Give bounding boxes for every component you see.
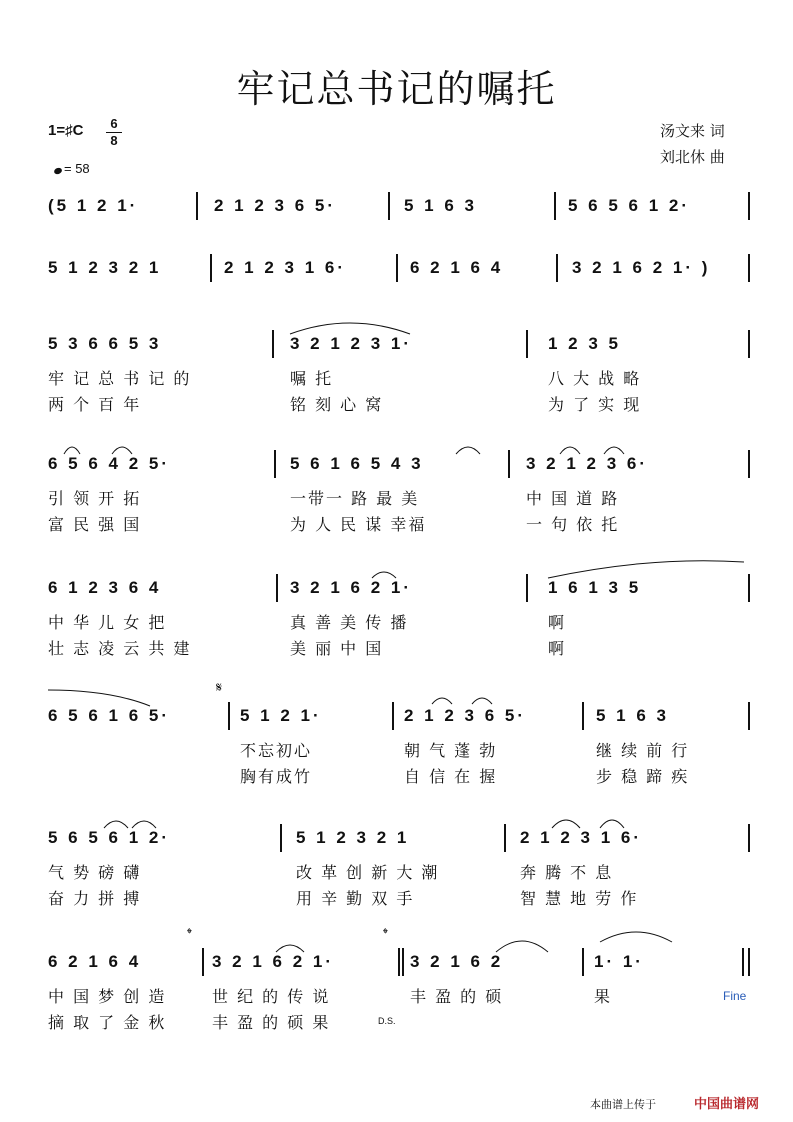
- lyric-verse-2: 奋 力 拼 搏: [48, 889, 142, 908]
- lyric-verse-2: 丰 盈 的 硕 果: [212, 1013, 331, 1032]
- measure-notes: 1 6 1 3 5: [548, 578, 642, 597]
- lyric-verse-2: 智 慧 地 劳 作: [520, 889, 639, 908]
- barline: [392, 702, 394, 730]
- lyric-verse-1: 牢 记 总 书 记 的: [48, 369, 192, 388]
- lyric-verse-1: 引 领 开 拓: [48, 489, 142, 508]
- slur: [132, 821, 156, 828]
- lyric-verse-2: 用 辛 勤 双 手: [296, 889, 415, 908]
- lyric-verse-1: 中 国 道 路: [526, 489, 620, 508]
- coda-icon-second: 𝄌: [383, 926, 388, 942]
- barline: [748, 948, 750, 976]
- lyric-verse-2: 胸有成竹: [240, 767, 313, 786]
- measure-notes: 5 6 5 6 1 2·: [48, 828, 171, 847]
- slur: [48, 690, 150, 706]
- barline: [274, 450, 276, 478]
- barline: [388, 192, 390, 220]
- slur: [432, 698, 452, 704]
- site-logo: 中国曲谱网: [694, 1097, 760, 1112]
- measure-notes: 6 2 1 6 4: [48, 952, 142, 971]
- measure-notes: 3 2 1 6 2: [410, 952, 504, 971]
- lyric-verse-1: 改 革 创 新 大 潮: [296, 863, 440, 882]
- lyric-verse-1: 真 善 美 传 播: [290, 613, 409, 632]
- barline: [202, 948, 204, 976]
- slur: [496, 941, 548, 952]
- ds-marking: D.S.: [378, 1016, 396, 1026]
- footer-text: 本曲谱上传于: [590, 1098, 656, 1111]
- measure-notes: 6 5 6 4 2 5·: [48, 454, 171, 473]
- barline: [748, 824, 750, 852]
- lyric-verse-1: 奔 腾 不 息: [520, 863, 614, 882]
- slur: [600, 820, 624, 828]
- quarter-note-icon: [53, 167, 63, 175]
- slur: [276, 945, 304, 952]
- barline: [280, 824, 282, 852]
- measure-notes: 5 6 5 6 1 2·: [568, 196, 691, 215]
- lyric-verse-1: 世 纪 的 传 说: [212, 987, 331, 1006]
- final-barline-thin: [742, 948, 744, 976]
- measure-notes: 3 2 1 6 2 1·: [212, 952, 335, 971]
- barline: [582, 948, 584, 976]
- measure-notes: 2 1 2 3 1 6·: [520, 828, 643, 847]
- slur: [548, 561, 744, 578]
- measure-notes: 5 3 6 6 5 3: [48, 334, 162, 353]
- lyric-verse-1: 朝 气 蓬 勃: [404, 741, 498, 760]
- measure-notes: 1 2 3 5: [548, 334, 621, 353]
- measure-notes: 2 1 2 3 6 5·: [404, 706, 527, 725]
- barline: [504, 824, 506, 852]
- measure-notes: (5 1 2 1·: [48, 196, 139, 215]
- measure-notes: 6 1 2 3 6 4: [48, 578, 162, 597]
- composer: 刘北休 曲: [660, 148, 725, 166]
- measure-notes: 3 2 1 6 2 1· ): [572, 258, 711, 277]
- slur: [112, 447, 132, 454]
- time-signature-top: 6: [110, 116, 118, 131]
- lyric-verse-2: 自 信 在 握: [404, 767, 498, 786]
- page-title: 牢记总书记的嘱托: [236, 67, 557, 111]
- lyric-verse-1: 果: [594, 987, 613, 1006]
- barline: [748, 330, 750, 358]
- lyric-verse-2: 摘 取 了 金 秋: [48, 1013, 167, 1032]
- barline: [748, 702, 750, 730]
- lyricist: 汤文来 词: [660, 122, 725, 140]
- lyric-verse-1: 继 续 前 行: [596, 741, 690, 760]
- slur: [456, 447, 480, 454]
- measure-notes: 3 2 1 6 2 1·: [290, 578, 413, 597]
- lyric-verse-2: 为 人 民 谋 幸福: [290, 515, 427, 534]
- slur: [600, 932, 672, 942]
- barline: [272, 330, 274, 358]
- lyric-verse-2: 铭 刻 心 窝: [290, 395, 384, 414]
- slur: [104, 821, 128, 828]
- time-signature-bottom: 8: [110, 133, 118, 148]
- measure-notes: 6 2 1 6 4: [410, 258, 504, 277]
- barline: [748, 450, 750, 478]
- lyric-verse-1: 嘱 托: [290, 369, 334, 388]
- lyric-verse-1: 气 势 磅 礴: [48, 863, 142, 882]
- lyric-verse-1: 丰 盈 的 硕: [410, 987, 504, 1006]
- barline: [508, 450, 510, 478]
- barline: [556, 254, 558, 282]
- lyric-verse-2: 步 稳 蹄 疾: [596, 767, 690, 786]
- barline: [210, 254, 212, 282]
- measure-notes: 6 5 6 1 6 5·: [48, 706, 171, 725]
- barline: [554, 192, 556, 220]
- slur: [552, 820, 580, 828]
- lyric-verse-2: 一 句 依 托: [526, 515, 620, 534]
- measure-notes: 5 1 2 3 2 1: [296, 828, 410, 847]
- lyric-verse-2: 美 丽 中 国: [290, 639, 384, 658]
- barline: [582, 702, 584, 730]
- lyric-verse-1: 八 大 战 略: [548, 369, 642, 388]
- lyric-verse-2: 两 个 百 年: [48, 395, 142, 414]
- coda-icon: 𝄌: [187, 926, 192, 942]
- lyric-verse-1: 中 国 梦 创 造: [48, 987, 167, 1006]
- lyric-verse-2: 啊: [548, 639, 567, 658]
- measure-notes: 5 1 6 3: [596, 706, 669, 725]
- measure-notes: 5 6 1 6 5 4 3: [290, 454, 424, 473]
- barline: [748, 192, 750, 220]
- measure-notes: 2 1 2 3 6 5·: [214, 196, 337, 215]
- slur: [64, 447, 80, 454]
- repeat-barline: [402, 948, 404, 976]
- tempo-value: = 58: [64, 161, 90, 176]
- slur: [290, 323, 410, 334]
- barline: [748, 254, 750, 282]
- slur: [560, 447, 580, 454]
- barline: [276, 574, 278, 602]
- fine-marking: Fine: [723, 989, 747, 1003]
- barline: [526, 330, 528, 358]
- barline: [526, 574, 528, 602]
- segno-icon: 𝄋: [216, 680, 223, 696]
- barline: [228, 702, 230, 730]
- lyric-verse-1: 不忘初心: [240, 741, 313, 760]
- measure-notes: 2 1 2 3 1 6·: [224, 258, 347, 277]
- time-signature: [106, 117, 122, 148]
- barline: [398, 948, 400, 976]
- slur: [472, 698, 492, 704]
- slur: [604, 447, 624, 454]
- tempo-marking: [54, 161, 90, 176]
- lyric-verse-2: 为 了 实 现: [548, 395, 642, 414]
- barline: [748, 574, 750, 602]
- measure-notes: 3 2 1 2 3 6·: [526, 454, 649, 473]
- barline: [196, 192, 198, 220]
- lyric-verse-1: 啊: [548, 613, 567, 632]
- measure-notes: 3 2 1 2 3 1·: [290, 334, 413, 353]
- barline: [396, 254, 398, 282]
- measure-notes: 5 1 2 1·: [240, 706, 322, 725]
- key-signature: 1=♯C: [48, 122, 84, 139]
- lyric-verse-2: 壮 志 凌 云 共 建: [48, 639, 192, 658]
- measure-notes: 5 1 6 3: [404, 196, 477, 215]
- lyric-verse-2: 富 民 强 国: [48, 515, 142, 534]
- measure-notes: 5 1 2 3 2 1: [48, 258, 162, 277]
- measure-notes: 1· 1·: [594, 952, 644, 971]
- lyric-verse-1: 一带一 路 最 美: [290, 489, 420, 508]
- lyric-verse-1: 中 华 儿 女 把: [48, 613, 167, 632]
